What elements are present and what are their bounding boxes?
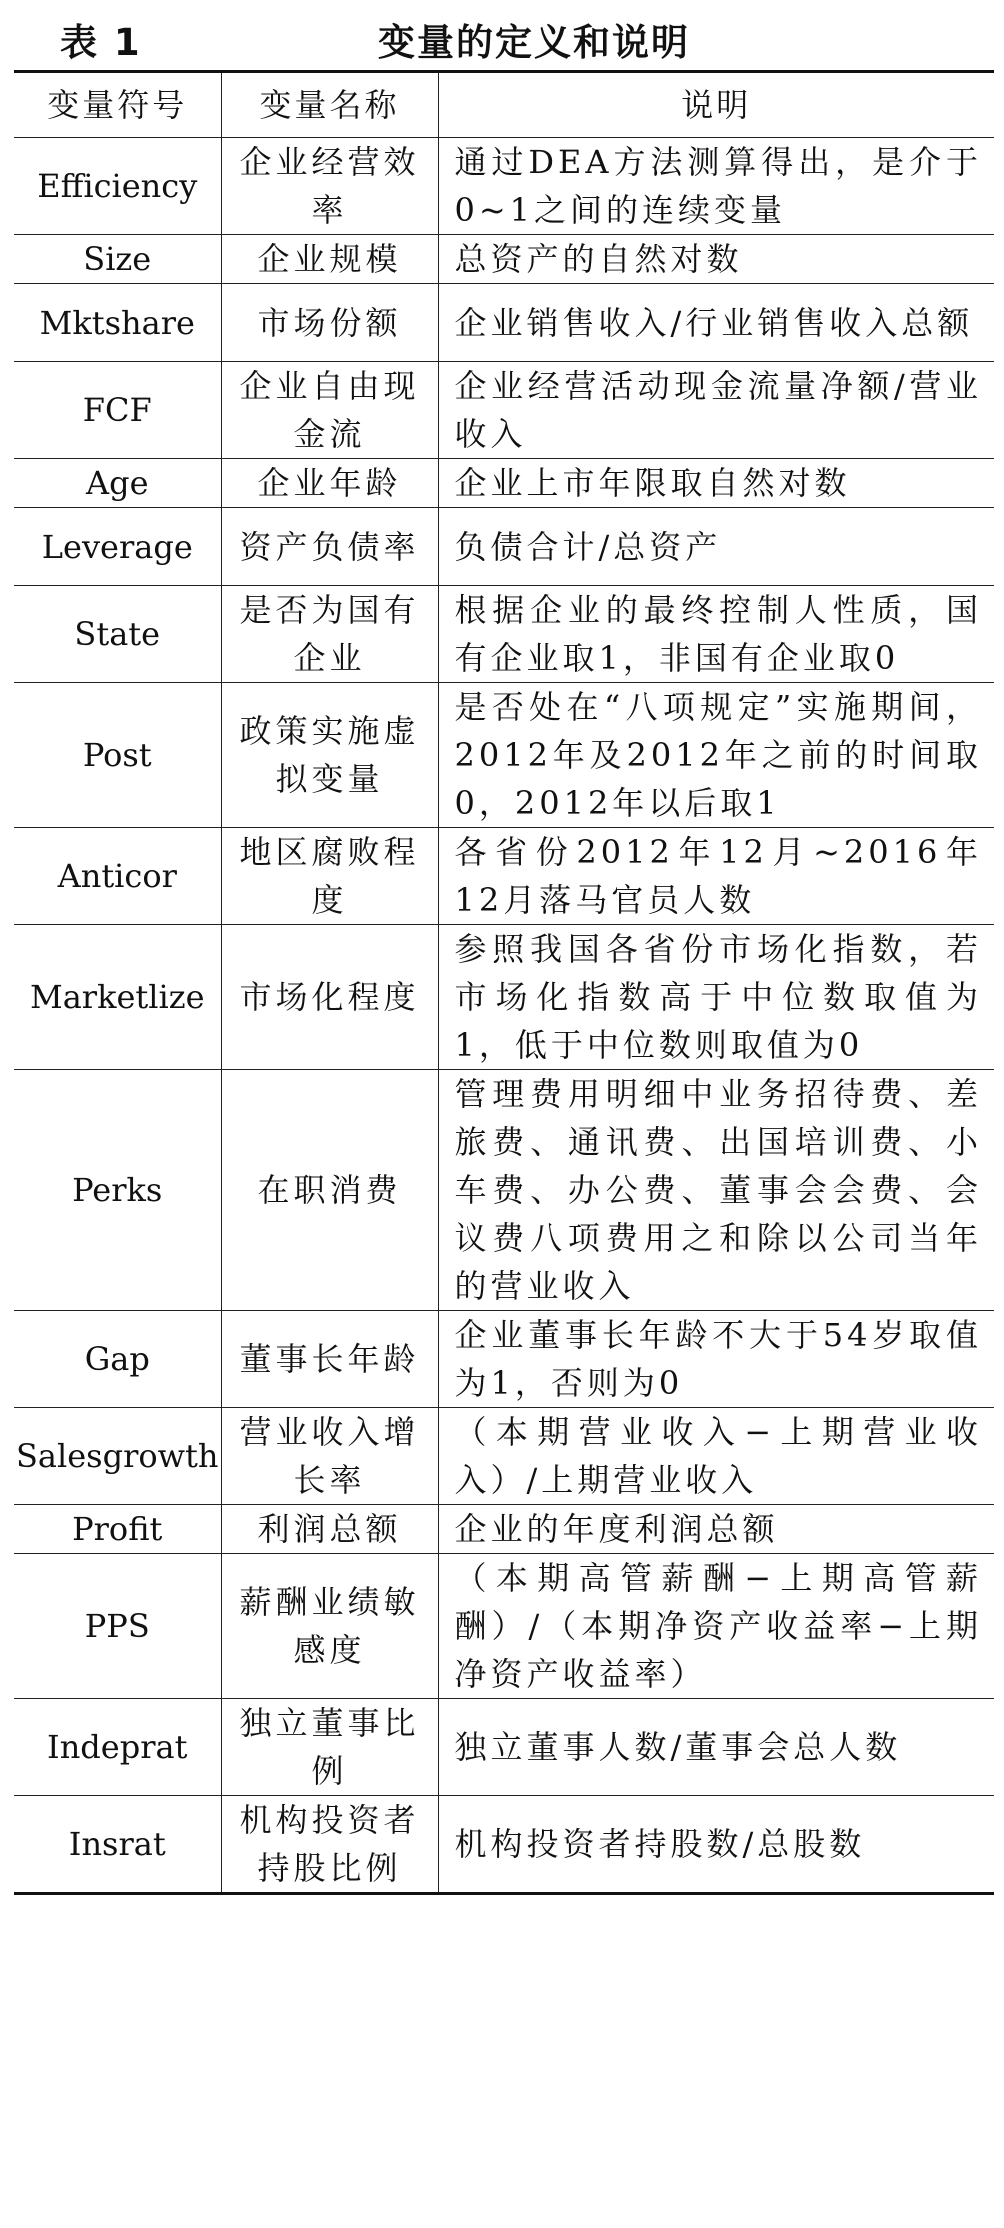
table-row — [14, 1408, 994, 1505]
table-row — [14, 1554, 994, 1699]
variable-symbol: Salesgrowth — [14, 1408, 221, 1505]
variable-description: 管理费用明细中业务招待费、差旅费、通讯费、出国培训费、小车费、办公费、董事会会费、会议费八项费用之和除以公司当年的营业收入 — [438, 1070, 994, 1311]
variable-description: 各省份2012年12月~2016年12月落马官员人数 — [438, 828, 994, 925]
table-number: 表 1 — [60, 21, 142, 64]
variable-description: 独立董事人数/董事会总人数 — [438, 1699, 994, 1796]
variable-name: 独立董事比例 — [221, 1699, 438, 1796]
variable-description: 企业董事长年龄不大于54岁取值为1，否则为0 — [438, 1311, 994, 1408]
variable-description: 企业销售收入/行业销售收入总额 — [438, 284, 994, 362]
variable-symbol: Age — [14, 459, 221, 508]
variable-name: 董事长年龄 — [221, 1311, 438, 1408]
variable-description: 参照我国各省份市场化指数，若市场化指数高于中位数取值为1，低于中位数则取值为0 — [438, 925, 994, 1070]
variable-name: 企业经营效率 — [221, 138, 438, 235]
variable-description: 负债合计/总资产 — [438, 508, 994, 586]
variable-name: 利润总额 — [221, 1505, 438, 1554]
variable-name: 政策实施虚拟变量 — [221, 683, 438, 828]
table-row — [14, 828, 994, 925]
table-row — [14, 1796, 994, 1894]
variable-name: 是否为国有企业 — [221, 586, 438, 683]
variable-description: 企业经营活动现金流量净额/营业收入 — [438, 362, 994, 459]
variable-description: 根据企业的最终控制人性质，国有企业取1，非国有企业取0 — [438, 586, 994, 683]
variable-name: 地区腐败程度 — [221, 828, 438, 925]
variable-symbol: Anticor — [14, 828, 221, 925]
table-row — [14, 284, 994, 362]
variable-description: （本期高管薪酬−上期高管薪酬）/（本期净资产收益率−上期净资产收益率） — [438, 1554, 994, 1699]
variable-symbol: Efficiency — [14, 138, 221, 235]
variable-name: 营业收入增长率 — [221, 1408, 438, 1505]
variable-description: （本期营业收入−上期营业收入）/上期营业收入 — [438, 1408, 994, 1505]
table-row — [14, 925, 994, 1070]
table-row — [14, 1699, 994, 1796]
variable-symbol: Insrat — [14, 1796, 221, 1894]
table-row — [14, 459, 994, 508]
variable-name: 机构投资者持股比例 — [221, 1796, 438, 1894]
variable-symbol: Leverage — [14, 508, 221, 586]
table-row — [14, 235, 994, 284]
table-row — [14, 1311, 994, 1408]
variable-definition-table — [14, 70, 994, 1895]
variable-symbol: Gap — [14, 1311, 221, 1408]
variable-name: 资产负债率 — [221, 508, 438, 586]
variable-symbol: PPS — [14, 1554, 221, 1699]
variable-name: 薪酬业绩敏感度 — [221, 1554, 438, 1699]
table-row — [14, 362, 994, 459]
table-title: 变量的定义和说明 — [378, 21, 690, 64]
column-header-name: 变量名称 — [221, 72, 438, 138]
table-row — [14, 138, 994, 235]
variable-name: 企业规模 — [221, 235, 438, 284]
table-caption — [14, 6, 994, 64]
variable-name: 市场份额 — [221, 284, 438, 362]
variable-symbol: Indeprat — [14, 1699, 221, 1796]
column-header-description: 说明 — [438, 72, 994, 138]
variable-symbol: Post — [14, 683, 221, 828]
table-row — [14, 1505, 994, 1554]
variable-symbol: Perks — [14, 1070, 221, 1311]
variable-description: 企业上市年限取自然对数 — [438, 459, 994, 508]
variable-name: 企业年龄 — [221, 459, 438, 508]
variable-description: 企业的年度利润总额 — [438, 1505, 994, 1554]
variable-symbol: Mktshare — [14, 284, 221, 362]
table-row — [14, 1070, 994, 1311]
variable-description: 通过DEA方法测算得出，是介于0~1之间的连续变量 — [438, 138, 994, 235]
variable-description: 总资产的自然对数 — [438, 235, 994, 284]
variable-name: 在职消费 — [221, 1070, 438, 1311]
variable-description: 机构投资者持股数/总股数 — [438, 1796, 994, 1894]
variable-description: 是否处在“八项规定”实施期间，2012年及2012年之前的时间取0，2012年以后取1 — [438, 683, 994, 828]
variable-symbol: Profit — [14, 1505, 221, 1554]
table-row — [14, 508, 994, 586]
table-header-row — [14, 72, 994, 138]
variable-symbol: Size — [14, 235, 221, 284]
variable-symbol: State — [14, 586, 221, 683]
column-header-symbol: 变量符号 — [14, 72, 221, 138]
table-row — [14, 586, 994, 683]
variable-name: 企业自由现金流 — [221, 362, 438, 459]
variable-name: 市场化程度 — [221, 925, 438, 1070]
variable-symbol: Marketlize — [14, 925, 221, 1070]
variable-symbol: FCF — [14, 362, 221, 459]
table-row — [14, 683, 994, 828]
